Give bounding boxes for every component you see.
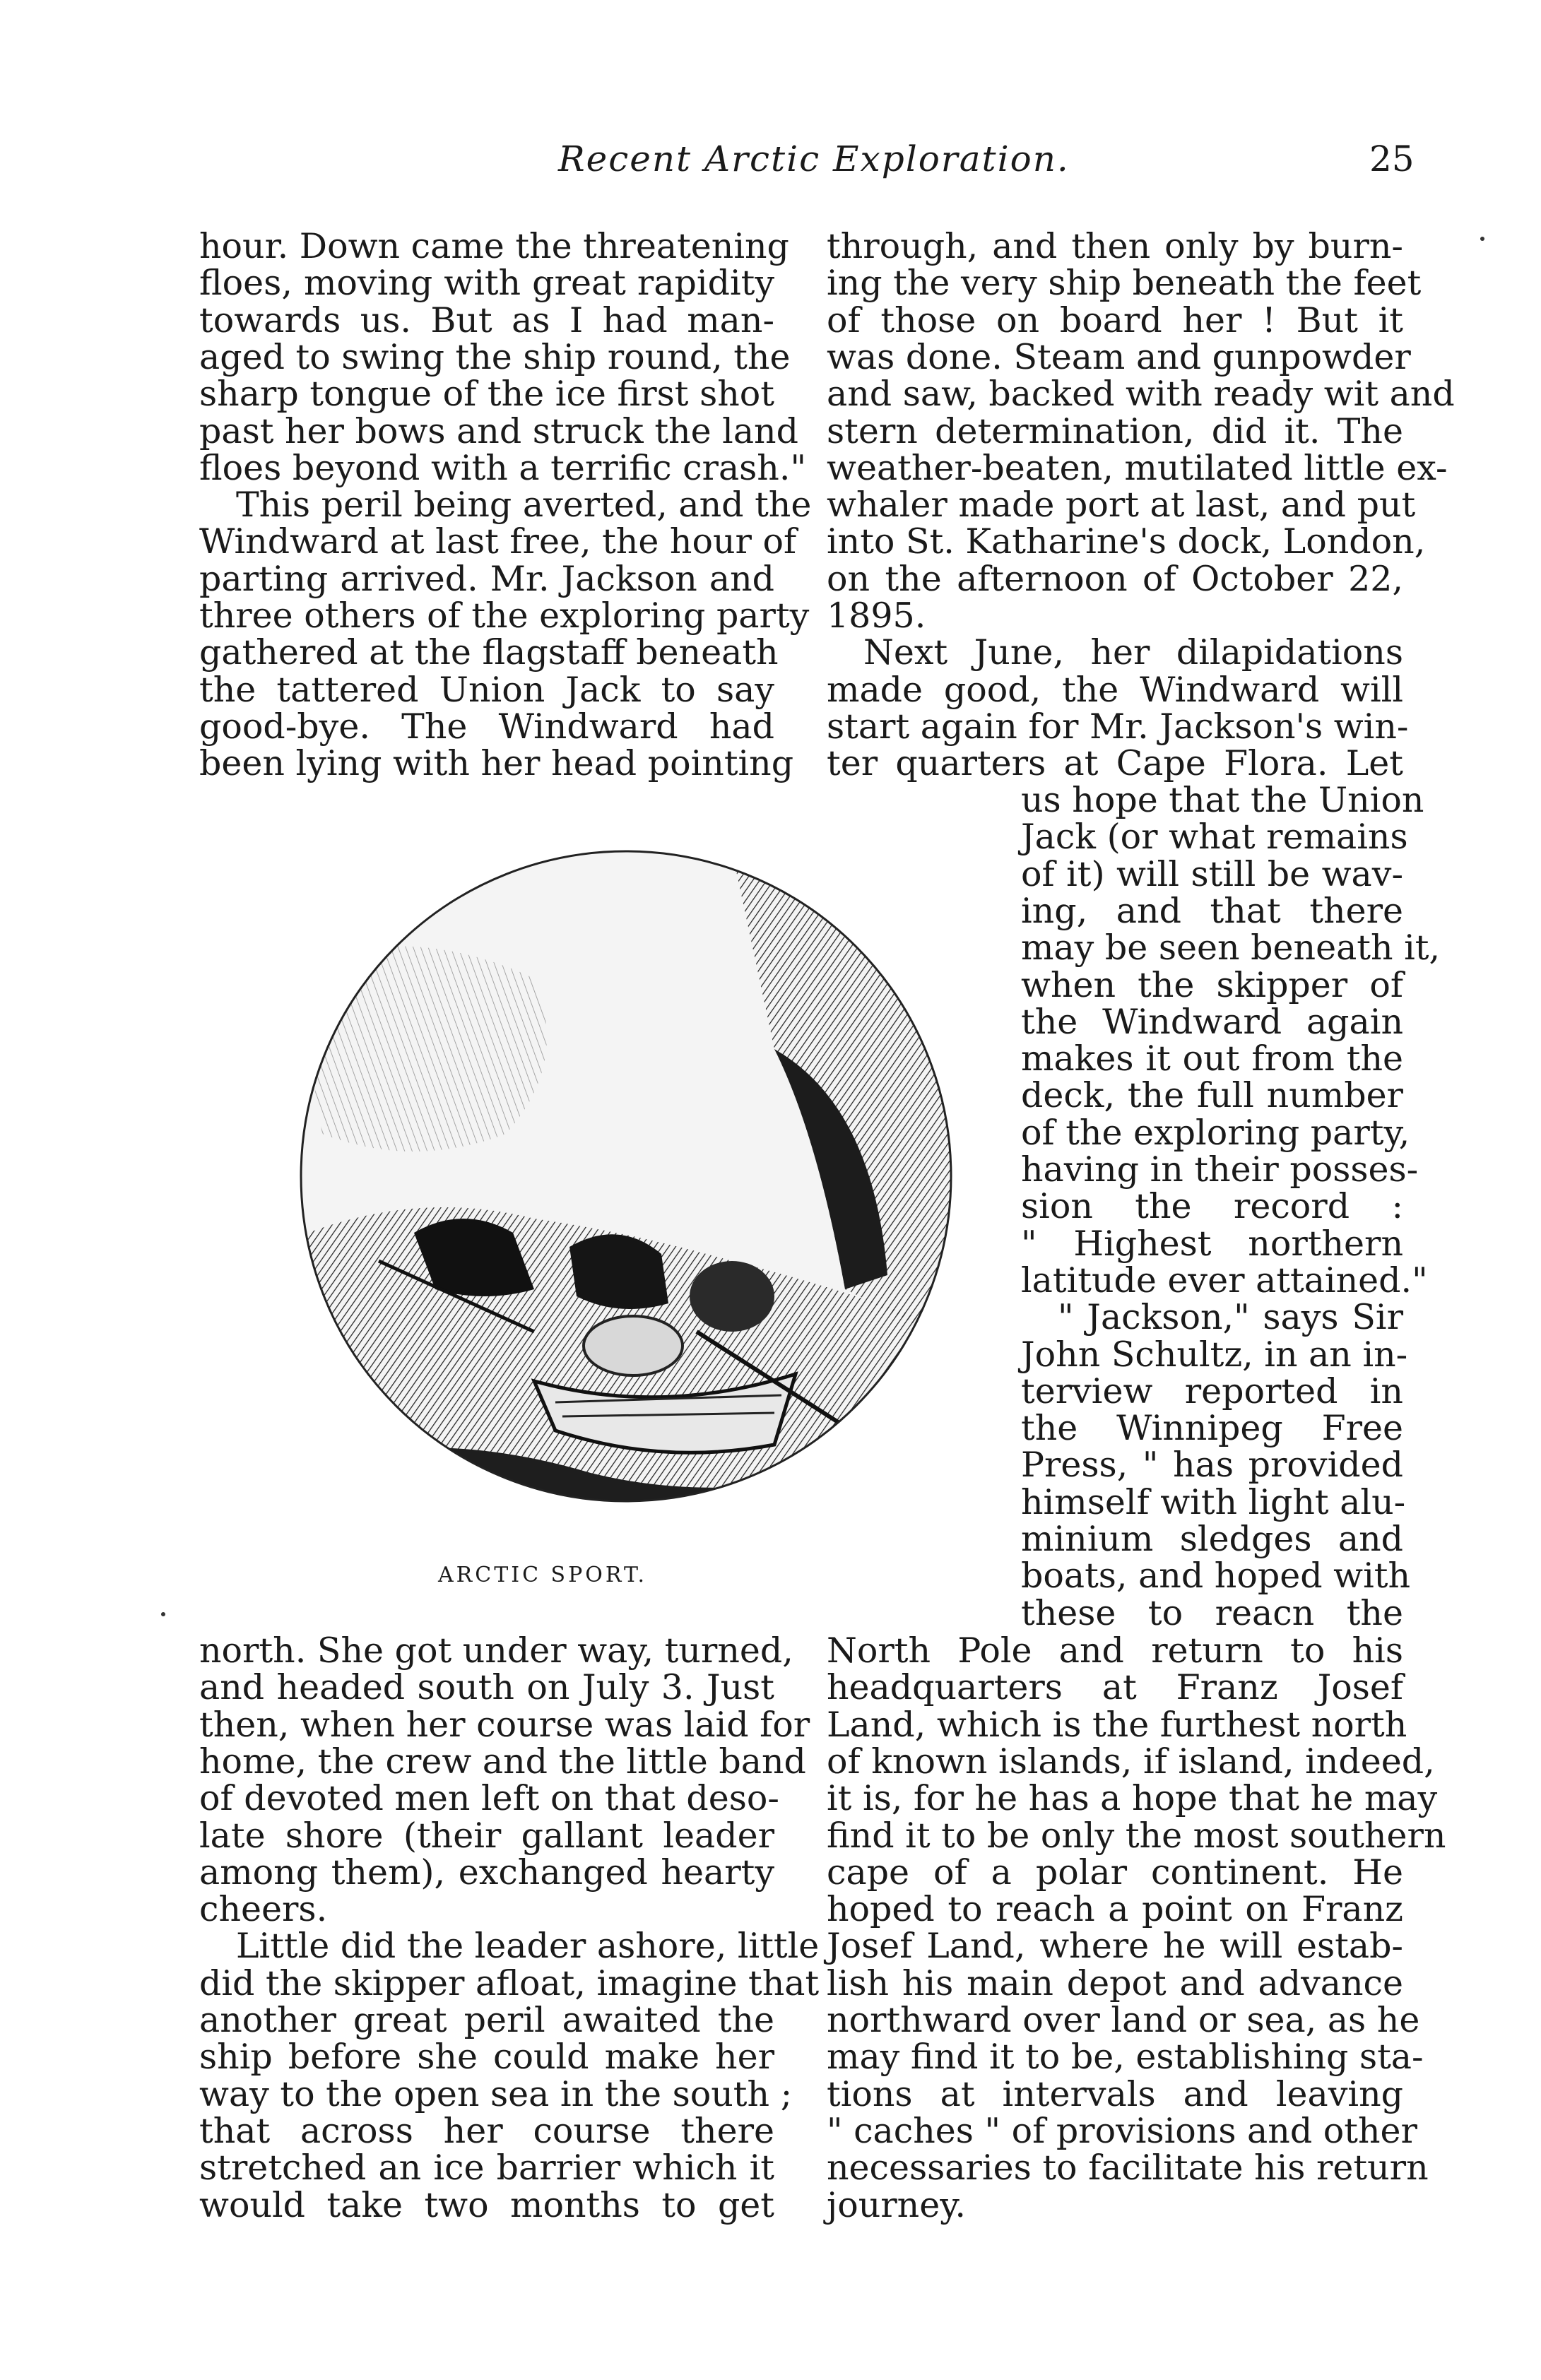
page-number: 25 bbox=[1369, 138, 1415, 179]
text-line: aged to swing the ship round, the bbox=[199, 337, 791, 377]
text-line: floes, moving with great rapidity bbox=[199, 263, 774, 303]
text-line: the Winnipeg Free bbox=[1021, 1408, 1403, 1448]
arctic-sport-illustration bbox=[237, 837, 1005, 1586]
running-head bbox=[0, 138, 1541, 188]
text-line: north. She got under way, turned, bbox=[199, 1630, 793, 1671]
text-line: tions at intervals and leaving bbox=[827, 2074, 1403, 2114]
text-line: journey. bbox=[827, 2185, 966, 2225]
text-line: ing the very ship beneath the feet bbox=[827, 263, 1422, 303]
text-line: " Jackson," says Sir bbox=[1058, 1297, 1403, 1337]
text-line: when the skipper of bbox=[1021, 965, 1403, 1005]
text-line: floes beyond with a terrific crash." bbox=[199, 448, 806, 488]
text-line: cape of a polar continent. He bbox=[827, 1852, 1403, 1893]
text-line: of it) will still be wav- bbox=[1021, 854, 1403, 894]
text-line: stretched an ice barrier which it bbox=[199, 2148, 774, 2188]
text-line: another great peril awaited the bbox=[199, 2000, 774, 2040]
text-line: on the afternoon of October 22, bbox=[827, 559, 1403, 599]
print-speck bbox=[1480, 237, 1484, 241]
print-speck bbox=[161, 1612, 165, 1616]
text-line: of known islands, if island, indeed, bbox=[827, 1741, 1435, 1782]
hunter-figure bbox=[690, 1261, 774, 1332]
text-line: This peril being averted, and the bbox=[236, 485, 812, 525]
text-line: hoped to reach a point on Franz bbox=[827, 1889, 1403, 1929]
text-line: sion the record : bbox=[1021, 1186, 1403, 1226]
text-line: made good, the Windward will bbox=[827, 670, 1403, 710]
text-line: cheers. bbox=[199, 1889, 328, 1929]
text-line: northward over land or sea, as he bbox=[827, 2000, 1420, 2040]
text-line: latitude ever attained." bbox=[1021, 1260, 1428, 1301]
text-line: into St. Katharine's dock, London, bbox=[827, 521, 1426, 562]
text-line: parting arrived. Mr. Jackson and bbox=[199, 559, 774, 599]
text-line: of those on board her ! But it bbox=[827, 300, 1403, 341]
text-line: three others of the exploring party bbox=[199, 596, 810, 636]
text-line: Josef Land, where he will estab- bbox=[827, 1926, 1403, 1966]
text-line: " caches " of provisions and other bbox=[827, 2111, 1417, 2151]
text-line: ing, and that there bbox=[1021, 891, 1403, 931]
text-line: Land, which is the furthest north bbox=[827, 1705, 1407, 1745]
text-line: lish his main depot and advance bbox=[827, 1963, 1403, 2003]
text-line: ship before she could make her bbox=[199, 2037, 774, 2077]
running-title: Recent Arctic Exploration. bbox=[558, 138, 1070, 179]
polar-bear bbox=[584, 1316, 683, 1375]
text-line: was done. Steam and gunpowder bbox=[827, 337, 1411, 377]
text-line: North Pole and return to his bbox=[827, 1630, 1403, 1671]
text-line: Press, " has provided bbox=[1021, 1445, 1403, 1485]
text-line: through, and then only by burn- bbox=[827, 226, 1403, 266]
text-line: weather-beaten, mutilated little ex- bbox=[827, 448, 1448, 488]
text-line: good-bye. The Windward had bbox=[199, 706, 774, 747]
ice-cliff-left bbox=[294, 946, 547, 1151]
text-line: Little did the leader ashore, little bbox=[236, 1926, 820, 1966]
text-line: having in their posses- bbox=[1021, 1149, 1419, 1190]
text-line: then, when her course was laid for bbox=[199, 1705, 810, 1745]
text-line: stern determination, did it. The bbox=[827, 411, 1403, 451]
text-line: the Windward again bbox=[1021, 1002, 1403, 1042]
text-line: did the skipper afloat, imagine that bbox=[199, 1963, 820, 2003]
text-line: makes it out from the bbox=[1021, 1038, 1403, 1079]
text-line: deck, the full number bbox=[1021, 1075, 1403, 1115]
text-line: hour. Down came the threatening bbox=[199, 226, 789, 266]
text-line: would take two months to get bbox=[199, 2185, 774, 2225]
text-line: Windward at last free, the hour of bbox=[199, 521, 797, 562]
text-line: of devoted men left on that deso- bbox=[199, 1778, 779, 1818]
text-line: way to the open sea in the south ; bbox=[199, 2074, 793, 2114]
text-line: late shore (their gallant leader bbox=[199, 1816, 774, 1856]
text-line: it is, for he has a hope that he may bbox=[827, 1778, 1438, 1818]
text-line: headquarters at Franz Josef bbox=[827, 1667, 1403, 1707]
text-line: these to reacn the bbox=[1021, 1593, 1403, 1633]
text-line: home, the crew and the little band bbox=[199, 1741, 806, 1782]
text-line: been lying with her head pointing bbox=[199, 743, 794, 783]
text-line: and saw, backed with ready wit and bbox=[827, 374, 1455, 414]
text-line: start again for Mr. Jackson's win- bbox=[827, 706, 1409, 747]
text-line: find it to be only the most southern bbox=[827, 1816, 1446, 1856]
text-line: himself with light alu- bbox=[1021, 1482, 1406, 1522]
figure-caption: ARCTIC SPORT. bbox=[438, 1563, 648, 1587]
text-line: gathered at the flagstaff beneath bbox=[199, 632, 779, 673]
text-line: ter quarters at Cape Flora. Let bbox=[827, 743, 1403, 783]
text-line: boats, and hoped with bbox=[1021, 1556, 1411, 1596]
text-line: necessaries to facilitate his return bbox=[827, 2148, 1429, 2188]
text-line: the tattered Union Jack to say bbox=[199, 670, 774, 710]
text-line: John Schultz, in an in- bbox=[1021, 1334, 1408, 1375]
text-line: " Highest northern bbox=[1021, 1224, 1403, 1264]
text-line: Jack (or what remains bbox=[1021, 817, 1408, 857]
text-line: that across her course there bbox=[199, 2111, 774, 2151]
text-line: terview reported in bbox=[1021, 1371, 1403, 1411]
text-line: past her bows and struck the land bbox=[199, 411, 798, 451]
text-line: minium sledges and bbox=[1021, 1519, 1403, 1559]
text-line: whaler made port at last, and put bbox=[827, 485, 1416, 525]
text-line: Next June, her dilapidations bbox=[863, 632, 1403, 673]
text-line: and headed south on July 3. Just bbox=[199, 1667, 774, 1707]
text-line: 1895. bbox=[827, 596, 926, 636]
text-line: of the exploring party, bbox=[1021, 1113, 1410, 1153]
text-line: us hope that the Union bbox=[1021, 780, 1424, 820]
text-line: towards us. But as I had man- bbox=[199, 300, 774, 341]
text-line: among them), exchanged hearty bbox=[199, 1852, 774, 1893]
text-line: may find it to be, establishing sta- bbox=[827, 2037, 1424, 2077]
text-line: sharp tongue of the ice first shot bbox=[199, 374, 774, 414]
text-line: may be seen beneath it, bbox=[1021, 928, 1441, 968]
